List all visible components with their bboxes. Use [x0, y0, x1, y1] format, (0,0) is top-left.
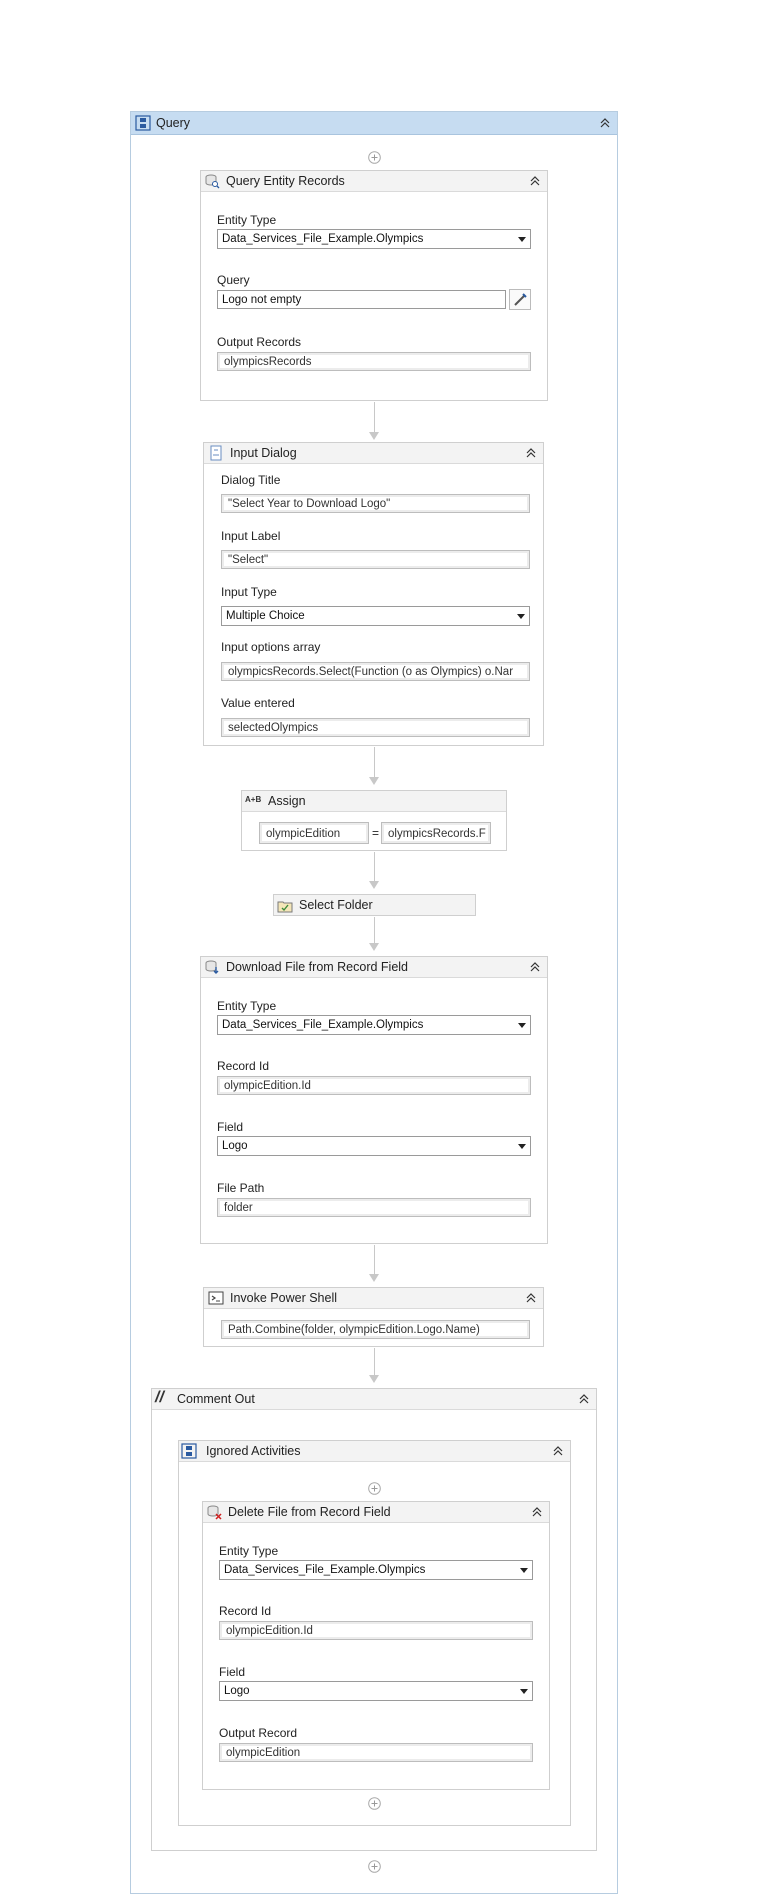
add-activity-icon[interactable]: [368, 1482, 381, 1495]
field-value: Logo: [222, 1140, 248, 1152]
activity-title: Ignored Activities: [206, 1444, 301, 1458]
record-id-field[interactable]: [219, 1621, 533, 1640]
add-activity-icon[interactable]: [368, 1797, 381, 1810]
field-label: Field: [219, 1665, 246, 1679]
assign-equals: =: [372, 826, 380, 840]
activity-title: Query Entity Records: [226, 174, 345, 188]
record-id-field[interactable]: [217, 1076, 531, 1095]
terminal-icon: [208, 1290, 224, 1306]
download-file-activity[interactable]: [200, 956, 548, 1244]
entity-type-label: Entity Type: [217, 213, 277, 227]
sequence-icon: [135, 115, 151, 131]
collapse-icon[interactable]: [577, 1392, 591, 1406]
folder-icon: [277, 898, 293, 914]
assign-value-value: olympicsRecords.F: [388, 828, 486, 840]
value-entered-label: Value entered: [221, 696, 295, 710]
assign-to-value: olympicEdition: [266, 828, 341, 840]
connector-line: [374, 852, 375, 881]
activity-title: Input Dialog: [230, 446, 297, 460]
collapse-icon[interactable]: [524, 446, 538, 460]
activity-header[interactable]: [204, 1288, 543, 1309]
connector-line: [374, 402, 375, 432]
activity-title: Assign: [268, 794, 306, 808]
dialog-title-value: "Select Year to Download Logo": [228, 498, 391, 510]
dropdown-arrow-icon: [518, 237, 526, 242]
record-id-value: olympicEdition.Id: [226, 1625, 313, 1637]
input-options-label: Input options array: [221, 640, 321, 654]
value-entered-value: selectedOlympics: [228, 722, 319, 734]
query-entity-records-activity[interactable]: [200, 170, 548, 401]
invoke-power-shell-activity[interactable]: [203, 1287, 544, 1347]
file-path-label: File Path: [217, 1181, 265, 1195]
query-builder-button[interactable]: [509, 289, 531, 310]
entity-type-value: Data_Services_File_Example.Olympics: [224, 1564, 426, 1576]
pencil-icon: [510, 290, 530, 309]
query-sequence-title: Query: [156, 116, 191, 130]
record-id-label: Record Id: [217, 1059, 270, 1073]
activity-title: Select Folder: [299, 898, 373, 912]
file-path-value: folder: [224, 1202, 253, 1214]
dialog-title-label: Dialog Title: [221, 473, 281, 487]
output-record-field[interactable]: [219, 1743, 533, 1762]
connector-arrow: [369, 432, 379, 440]
select-folder-activity[interactable]: [273, 894, 476, 916]
value-entered-field[interactable]: [221, 718, 530, 737]
input-label-field[interactable]: [221, 550, 530, 569]
record-id-value: olympicEdition.Id: [224, 1080, 311, 1092]
dropdown-arrow-icon: [518, 1023, 526, 1028]
assign-to-field[interactable]: [259, 822, 369, 844]
entity-type-dropdown[interactable]: [219, 1560, 533, 1580]
connector-arrow: [369, 1274, 379, 1282]
entity-type-dropdown[interactable]: [217, 1015, 531, 1035]
activity-header[interactable]: [201, 171, 547, 192]
input-dialog-icon: [208, 445, 224, 461]
query-label: Query: [217, 273, 250, 287]
activity-header[interactable]: [179, 1441, 570, 1462]
query-sequence-header[interactable]: [131, 112, 617, 135]
add-activity-icon[interactable]: [368, 1860, 381, 1873]
activity-title: Delete File from Record Field: [228, 1505, 391, 1519]
sequence-icon: [181, 1443, 197, 1459]
power-shell-command-value: Path.Combine(folder, olympicEdition.Logo.Name): [228, 1324, 480, 1336]
delete-file-activity[interactable]: [202, 1501, 550, 1790]
connector-arrow: [369, 777, 379, 785]
power-shell-command-field[interactable]: [221, 1320, 530, 1339]
activity-header[interactable]: [152, 1389, 596, 1410]
input-label-label: Input Label: [221, 529, 281, 543]
collapse-icon[interactable]: [528, 960, 542, 974]
dropdown-arrow-icon: [520, 1689, 528, 1694]
dropdown-arrow-icon: [520, 1568, 528, 1573]
output-records-field[interactable]: [217, 352, 531, 371]
record-id-label: Record Id: [219, 1604, 272, 1618]
file-path-field[interactable]: [217, 1198, 531, 1217]
dialog-title-field[interactable]: [221, 494, 530, 513]
activity-header[interactable]: [242, 791, 506, 812]
activity-title: Comment Out: [177, 1392, 255, 1406]
query-entity-icon: [204, 173, 220, 189]
dropdown-arrow-icon: [517, 614, 525, 619]
output-records-value: olympicsRecords: [224, 356, 312, 368]
dropdown-arrow-icon: [518, 1144, 526, 1149]
collapse-icon[interactable]: [598, 116, 612, 130]
activity-header[interactable]: [204, 443, 543, 464]
input-type-dropdown[interactable]: [221, 606, 530, 626]
connector-line: [374, 1245, 375, 1274]
entity-type-value: Data_Services_File_Example.Olympics: [222, 233, 424, 245]
activity-title: Download File from Record Field: [226, 960, 409, 974]
output-records-label: Output Records: [217, 335, 302, 349]
assign-icon: A+B: [245, 795, 262, 804]
activity-title: Invoke Power Shell: [230, 1291, 338, 1305]
connector-arrow: [369, 1375, 379, 1383]
query-field[interactable]: [217, 290, 506, 309]
collapse-icon[interactable]: [524, 1291, 538, 1305]
entity-type-value: Data_Services_File_Example.Olympics: [222, 1019, 424, 1031]
field-dropdown[interactable]: [219, 1681, 533, 1701]
input-type-label: Input Type: [221, 585, 277, 599]
output-record-value: olympicEdition: [226, 1747, 301, 1759]
connector-arrow: [369, 943, 379, 951]
entity-type-label: Entity Type: [217, 999, 277, 1013]
input-options-field[interactable]: [221, 662, 530, 681]
input-label-value: "Select": [228, 554, 269, 566]
query-value: Logo not empty: [222, 294, 302, 306]
activity-header[interactable]: [203, 1502, 549, 1523]
connector-line: [374, 747, 375, 777]
connector-line: [374, 1348, 375, 1375]
comment-icon: //: [155, 1389, 164, 1406]
connector-arrow: [369, 881, 379, 889]
connector-line: [374, 917, 375, 943]
entity-type-label: Entity Type: [219, 1544, 279, 1558]
delete-entity-icon: [206, 1504, 222, 1520]
input-type-value: Multiple Choice: [226, 610, 305, 622]
collapse-icon[interactable]: [528, 174, 542, 188]
add-activity-icon[interactable]: [368, 151, 381, 164]
download-entity-icon: [204, 959, 220, 975]
field-value: Logo: [224, 1685, 250, 1697]
entity-type-dropdown[interactable]: [217, 229, 531, 249]
field-dropdown[interactable]: [217, 1136, 531, 1156]
activity-header[interactable]: [201, 957, 547, 978]
assign-value-field[interactable]: [381, 822, 491, 844]
collapse-icon[interactable]: [551, 1444, 565, 1458]
input-dialog-activity[interactable]: [203, 442, 544, 746]
input-options-value: olympicsRecords.Select(Function (o as Olympics) o.Nar: [228, 666, 514, 678]
output-record-label: Output Record: [219, 1726, 298, 1740]
collapse-icon[interactable]: [530, 1505, 544, 1519]
assign-activity[interactable]: [241, 790, 507, 851]
field-label: Field: [217, 1120, 244, 1134]
